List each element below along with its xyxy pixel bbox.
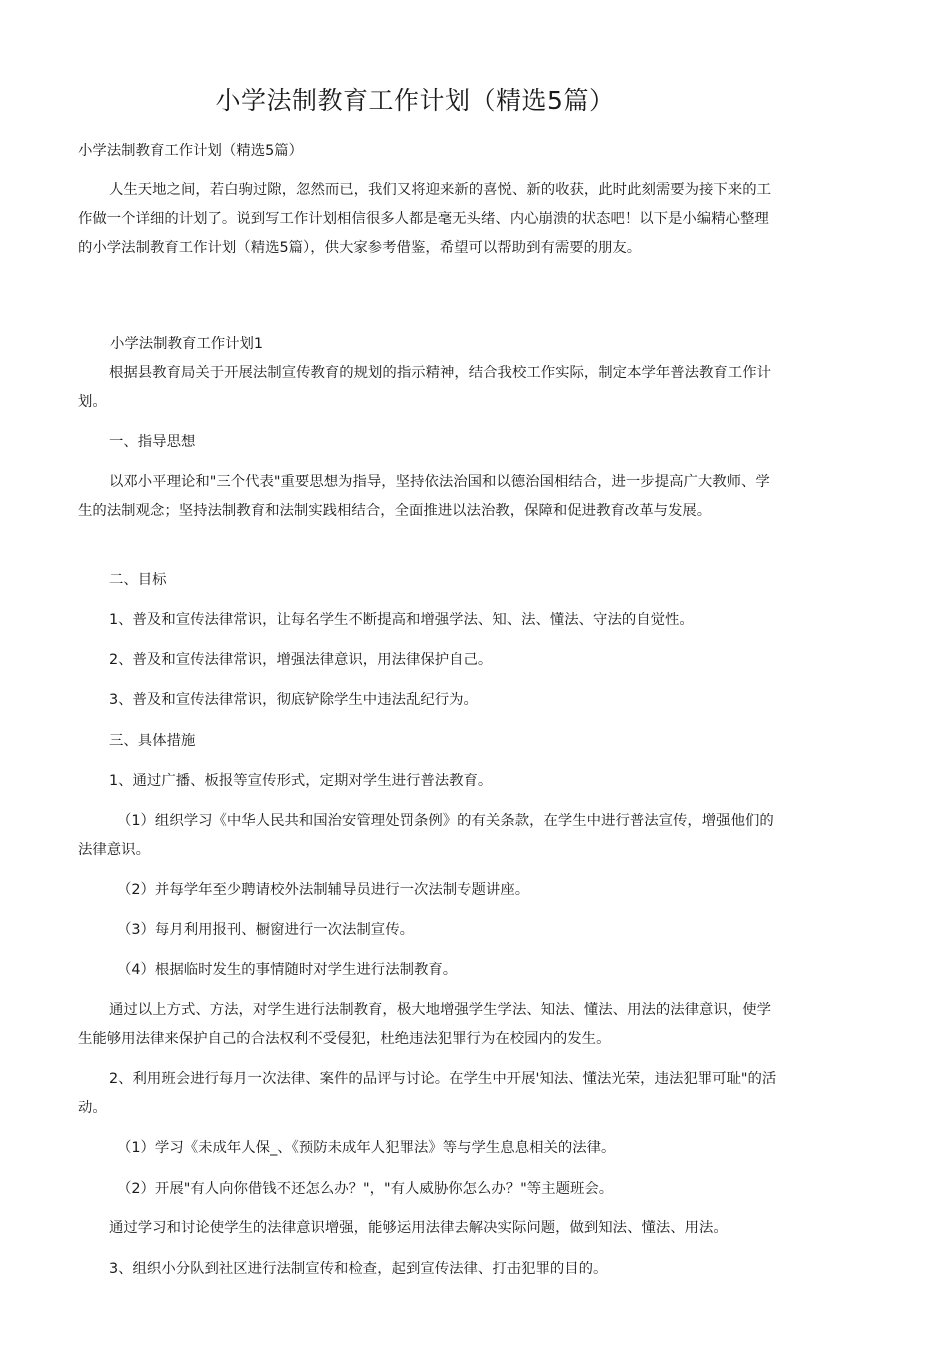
- measure-1-item-3: （3）每月利用报刊、橱窗进行一次法制宣传。: [117, 922, 414, 938]
- guiding-paragraph: 以邓小平理论和"三个代表"重要思想为指导，坚持依法治国和以德治国相结合，进一步提高广大教师、学生的法制观念；坚持法制教育和法制实践相结合，全面推进以法治教，保障和促进教育改革与发展。: [78, 474, 770, 519]
- basis-paragraph: 根据县教育局关于开展法制宣传教育的规划的指示精神，结合我校工作实际，制定本学年普法教育工作计划。: [78, 365, 771, 410]
- measure-1-item-2: （2）并每学年至少聘请校外法制辅导员进行一次法制专题讲座。: [117, 882, 530, 898]
- goal-2: 2、普及和宣传法律常识，增强法律意识，用法律保护自己。: [109, 652, 493, 668]
- goal-3: 3、普及和宣传法律常识，彻底铲除学生中违法乱纪行为。: [109, 692, 478, 708]
- measure-2-item-2: （2）开展"有人向你借钱不还怎么办？"，"有人威胁你怎么办？"等主题班会。: [117, 1181, 614, 1197]
- document-subtitle: 小学法制教育工作计划（精选5篇）: [78, 143, 304, 159]
- measure-1: 1、通过广播、板报等宣传形式，定期对学生进行普法教育。: [109, 773, 493, 789]
- document-title: 小学法制教育工作计划（精选5篇）: [215, 86, 615, 115]
- heading-guiding-ideology: 一、指导思想: [109, 434, 196, 450]
- intro-paragraph: 人生天地之间，若白驹过隙，忽然而已，我们又将迎来新的喜悦、新的收获，此时此刻需要为接下来的工作做一个详细的计划了。说到写工作计划相信很多人都是毫无头绪、内心崩溃的状态吧！以下是小编精心整理的小学法制教育工作计划（精选5篇），供大家参考借鉴，希望可以帮助到有需要的朋友。: [78, 182, 771, 256]
- heading-measures: 三、具体措施: [109, 733, 196, 749]
- measure-2: 2、利用班会进行每月一次法律、案件的品评与讨论。在学生中开展'知法、懂法光荣，违法犯罪可耻"的活动。: [78, 1071, 777, 1116]
- measure-1-summary: 通过以上方式、方法，对学生进行法制教育，极大地增强学生学法、知法、懂法、用法的法律意识，使学生能够用法律来保护自己的合法权利不受侵犯，杜绝违法犯罪行为在校园内的发生。: [78, 1002, 771, 1047]
- measure-3: 3、组织小分队到社区进行法制宣传和检查，起到宣传法律、打击犯罪的目的。: [109, 1261, 608, 1277]
- measure-2-summary: 通过学习和讨论使学生的法律意识增强，能够运用法律去解决实际问题，做到知法、懂法、用法。: [109, 1220, 728, 1236]
- section-heading: 小学法制教育工作计划1: [110, 336, 264, 352]
- goal-1: 1、普及和宣传法律常识，让每名学生不断提高和增强学法、知、法、懂法、守法的自觉性。: [109, 612, 694, 628]
- measure-1-item-4: （4）根据临时发生的事情随时对学生进行法制教育。: [117, 962, 458, 978]
- heading-goals: 二、目标: [109, 572, 167, 588]
- measure-2-item-1: （1）学习《未成年人保_、《预防未成年人犯罪法》等与学生息息相关的法律。: [117, 1140, 616, 1156]
- measure-1-item-1: （1）组织学习《中华人民共和国治安管理处罚条例》的有关条款，在学生中进行普法宣传，增强他们的法律意识。: [78, 813, 774, 858]
